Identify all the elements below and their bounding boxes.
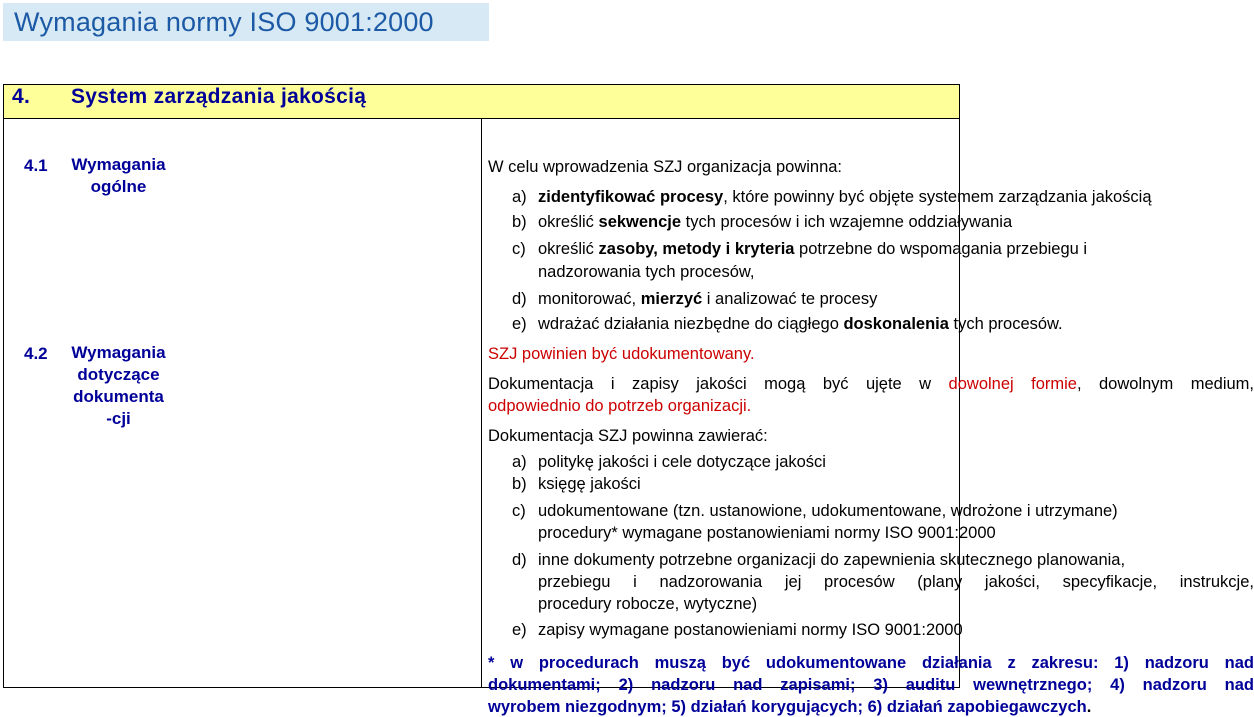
content-row <box>4 119 960 688</box>
s2-para-line2: odpowiednio do potrzeb organizacji. <box>488 397 752 415</box>
s2-docs-intro: Dokumentacja SZJ powinna zawierać: <box>488 427 768 445</box>
s2-item-d-cont1: przebiegu i nadzorowania jej procesów (plany jakości, specyfikacje, instrukcje, <box>538 573 1254 591</box>
s2-item-a: a) politykę jakości i cele dotyczące jakości <box>512 453 826 471</box>
section-label-line: Wymagania <box>71 155 166 174</box>
s2-item-c-cont: procedury* wymagane postanowieniami normy ISO 9001:2000 <box>538 524 996 542</box>
section-number: 4.2 <box>24 344 48 363</box>
section-label-line: Wymagania <box>71 343 166 362</box>
section-label-line: ogólne <box>90 177 147 196</box>
section-label-line: -cji <box>106 409 131 428</box>
section-label-line: dokumenta <box>73 387 164 406</box>
header-number: 4. <box>12 85 31 108</box>
section-content-column <box>482 119 1254 716</box>
header-row <box>4 85 960 119</box>
title-banner <box>3 3 489 41</box>
s1-item-c-cont: nadzorowania tych procesów, <box>538 263 755 281</box>
s1-intro: W celu wprowadzenia SZJ organizacja powinna: <box>488 158 843 176</box>
footnote-line3: wyrobem niezgodnym; 5) działań korygujących; 6) działań zapobiegawczych. <box>488 698 1092 716</box>
footnote-line2: dokumentami; 2) nadzoru nad zapisami; 3) auditu wewnętrznego; 4) nadzoru nad <box>488 676 1254 694</box>
header-cell <box>4 85 960 119</box>
s2-line1: SZJ powinien być udokumentowany. <box>488 345 755 363</box>
s1-item-e: e) wdrażać działania niezbędne do ciągłego doskonalenia tych procesów. <box>512 315 1063 333</box>
header-title: System zarządzania jakością <box>71 85 367 108</box>
s1-item-c: c) określić zasoby, metody i kryteria potrzebne do wspomagania przebiegu i <box>512 240 1088 258</box>
s2-item-e: e) zapisy wymagane postanowieniami normy ISO 9001:2000 <box>512 621 963 639</box>
requirements-table <box>3 84 1254 716</box>
s2-item-d: d) inne dokumenty potrzebne organizacji do zapewnienia skutecznego planowania, <box>512 551 1126 569</box>
s2-para-line1: Dokumentacja i zapisy jakości mogą być ujęte w dowolnej formie, dowolnym medium, <box>488 375 1254 393</box>
s2-item-c: c) udokumentowane (tzn. ustanowione, udokumentowane, wdrożone i utrzymane) <box>512 502 1118 520</box>
s2-item-d-cont2: procedury robocze, wytyczne) <box>538 595 758 613</box>
footnote-line1: * w procedurach muszą być udokumentowane działania z zakresu: 1) nadzoru nad <box>488 654 1254 672</box>
s2-item-b: b) księgę jakości <box>512 475 641 493</box>
section-label-line: dotyczące <box>77 365 160 384</box>
s1-item-a: a) zidentyfikować procesy, które powinny być objęte systemem zarządzania jakością <box>512 188 1152 206</box>
section-labels-column <box>4 119 482 688</box>
section-number: 4.1 <box>24 156 48 175</box>
page-title: Wymagania normy ISO 9001:2000 <box>14 7 434 37</box>
s1-item-d: d) monitorować, mierzyć i analizować te procesy <box>512 290 878 308</box>
s1-item-b: b) określić sekwencje tych procesów i ich wzajemne oddziaływania <box>512 213 1013 231</box>
